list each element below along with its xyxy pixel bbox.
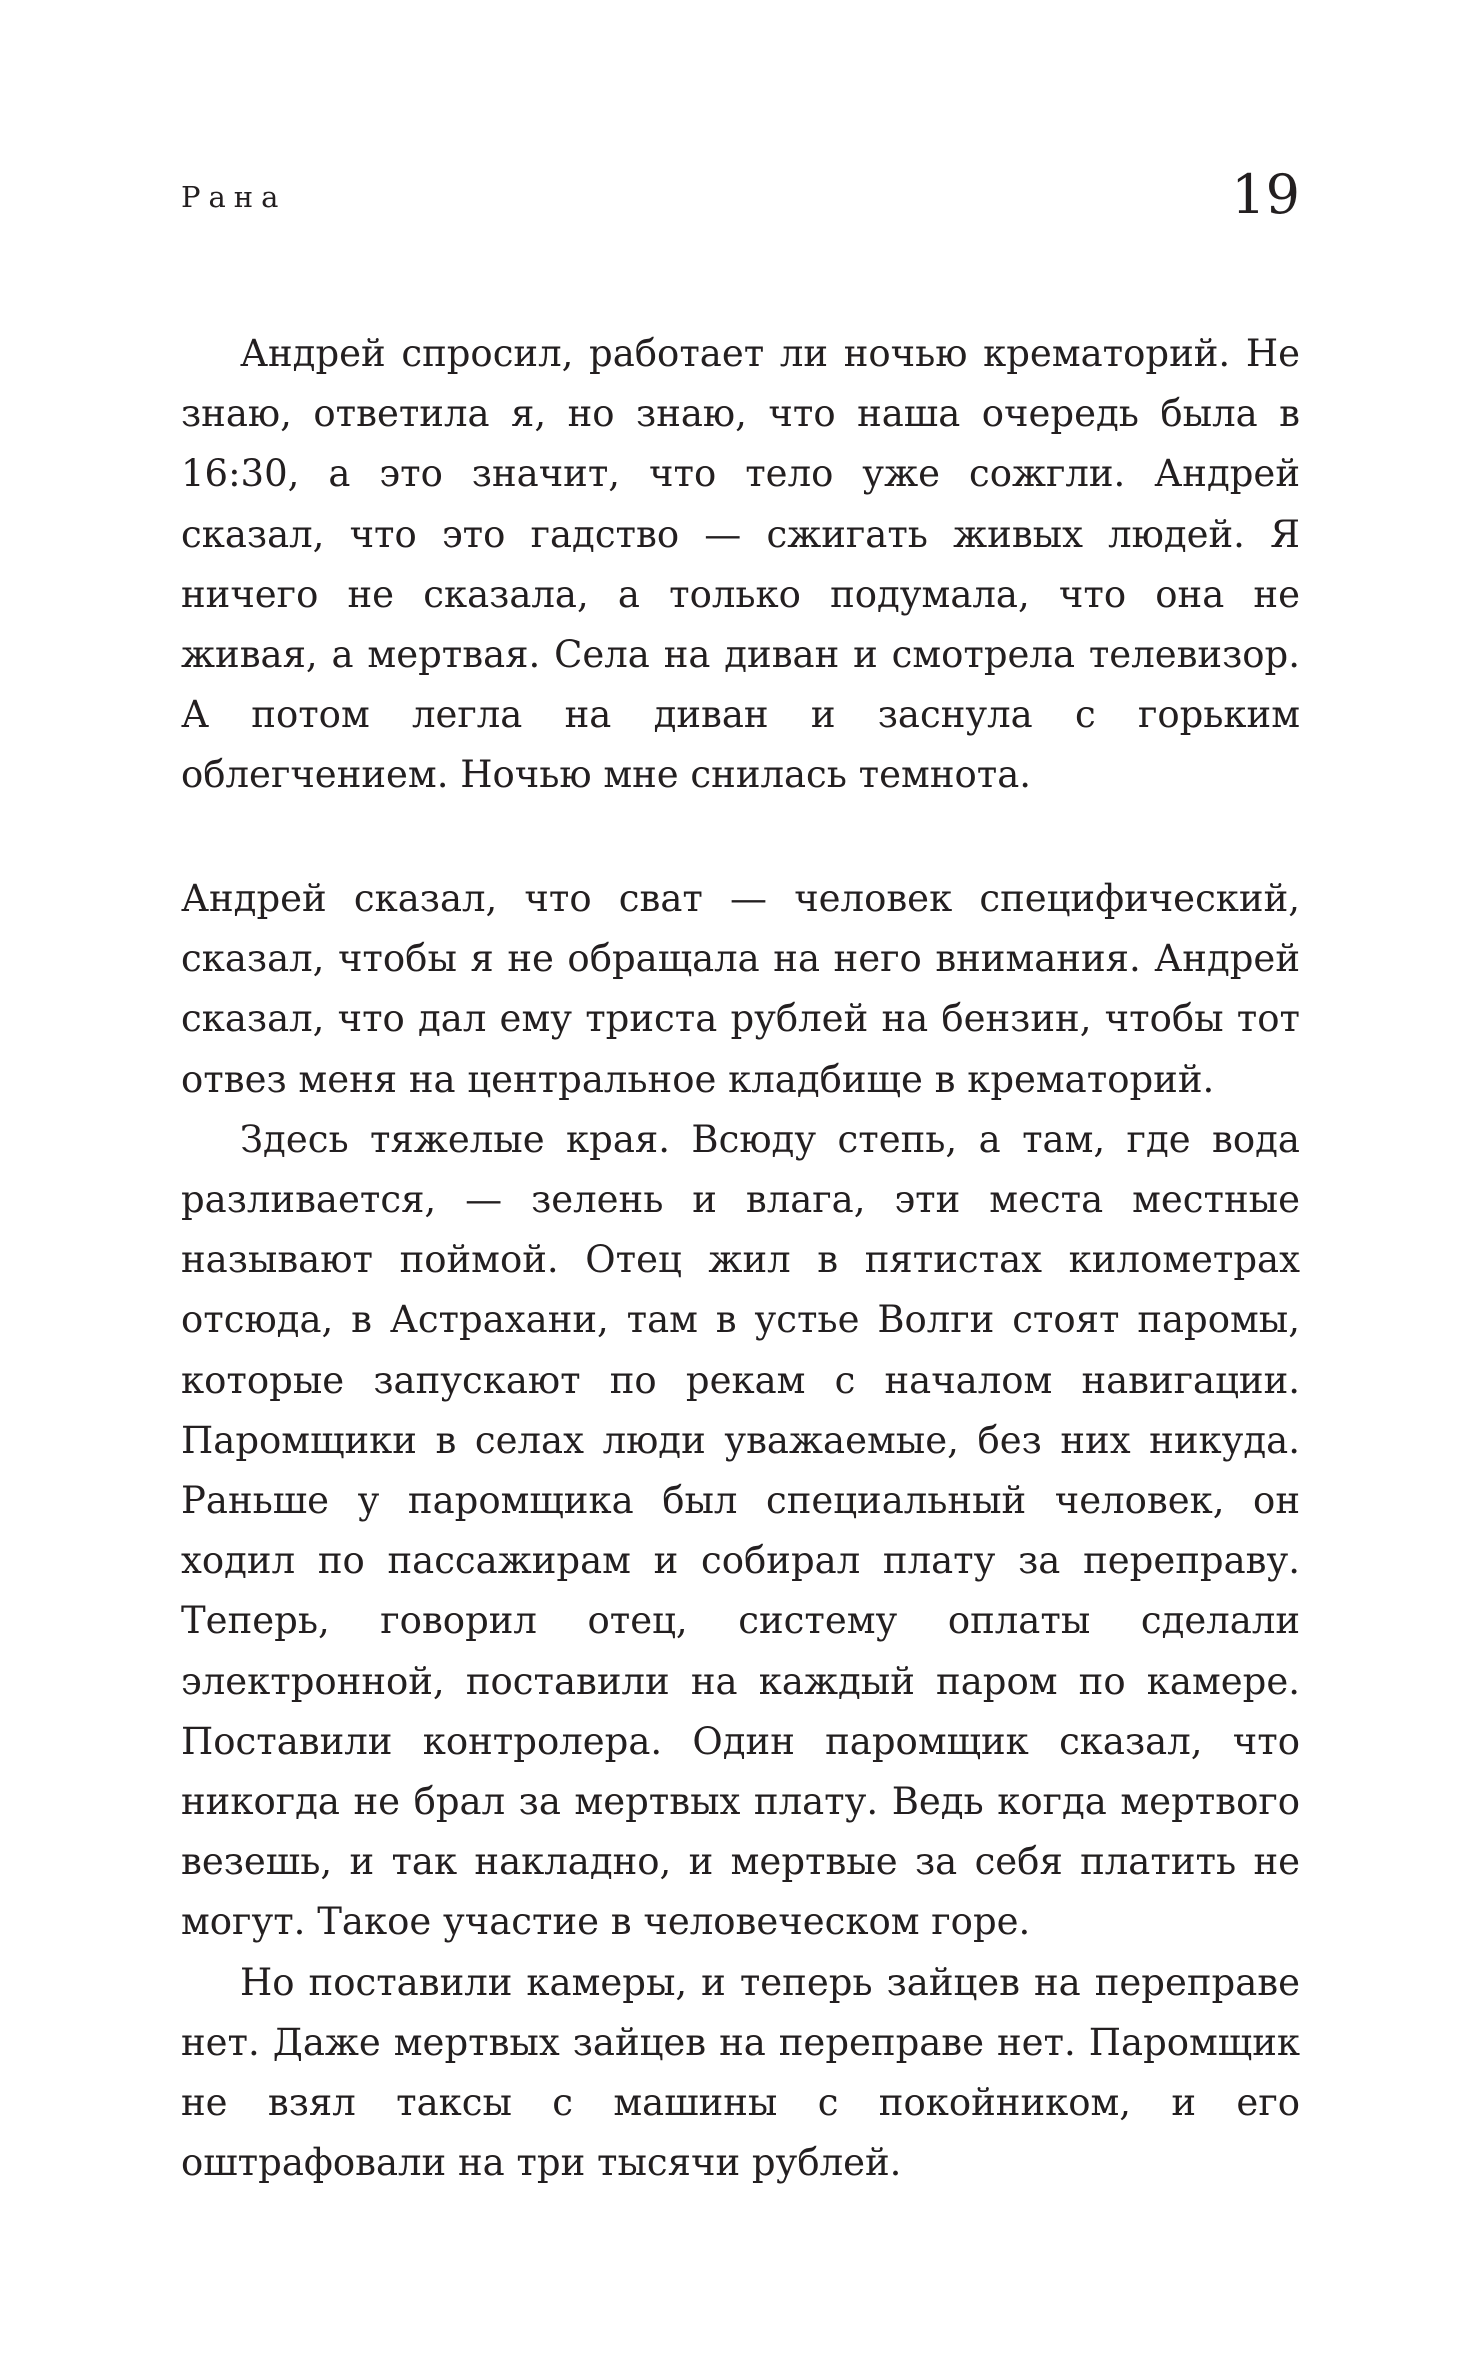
text-section-2 [181, 869, 1300, 2193]
page-number: 19 [1231, 163, 1300, 226]
running-head: Рана [181, 180, 287, 214]
text-section-1 [181, 324, 1300, 806]
paragraph: Андрей спросил, работает ли ночью крематорий. Не знаю, ответила я, но знаю, что наша очередь была в 16:30, а это значит, что тело уже сожгли. Андрей сказал, что это гадство — сжигать живых людей. Я ничего не сказала, а только подумала, что она не живая, а мертвая. Села на диван и смотрела телевизор. А потом легла на диван и заснула с горьким облегчением. Ночью мне снилась темнота. [181, 332, 1300, 797]
paragraph: Но поставили камеры, и теперь зайцев на переправе нет. Даже мертвых зайцев на переправе нет. Паромщик не взял таксы с машины с покойником, и его оштрафовали на три тысячи рублей. [181, 1960, 1300, 2185]
paragraph: Андрей сказал, что сват — человек специфический, сказал, чтобы я не обращала на него внимания. Андрей сказал, что дал ему триста рублей на бензин, чтобы тот отвез меня на центральное кладбище в крематорий. [181, 877, 1300, 1101]
paragraph: Здесь тяжелые края. Всюду степь, а там, где вода разливается, — зелень и влага, эти места местные называют поймой. Отец жил в пятистах километрах отсюда, в Астрахани, там в устье Волги стоят паромы, которые запускают по рекам с началом навигации. Паромщики в селах люди уважаемые, без них никуда. Раньше у паромщика был специальный человек, он ходил по пассажирам и собирал плату за переправу. Теперь, говорил отец, систему оплаты сделали электронной, поставили на каждый паром по камере. Поставили контролера. Один паромщик сказал, что никогда не брал за мертвых плату. Ведь когда мертвого везешь, и так накладно, и мертвые за себя платить не могут. Такое участие в человеческом горе. [181, 1117, 1300, 1944]
